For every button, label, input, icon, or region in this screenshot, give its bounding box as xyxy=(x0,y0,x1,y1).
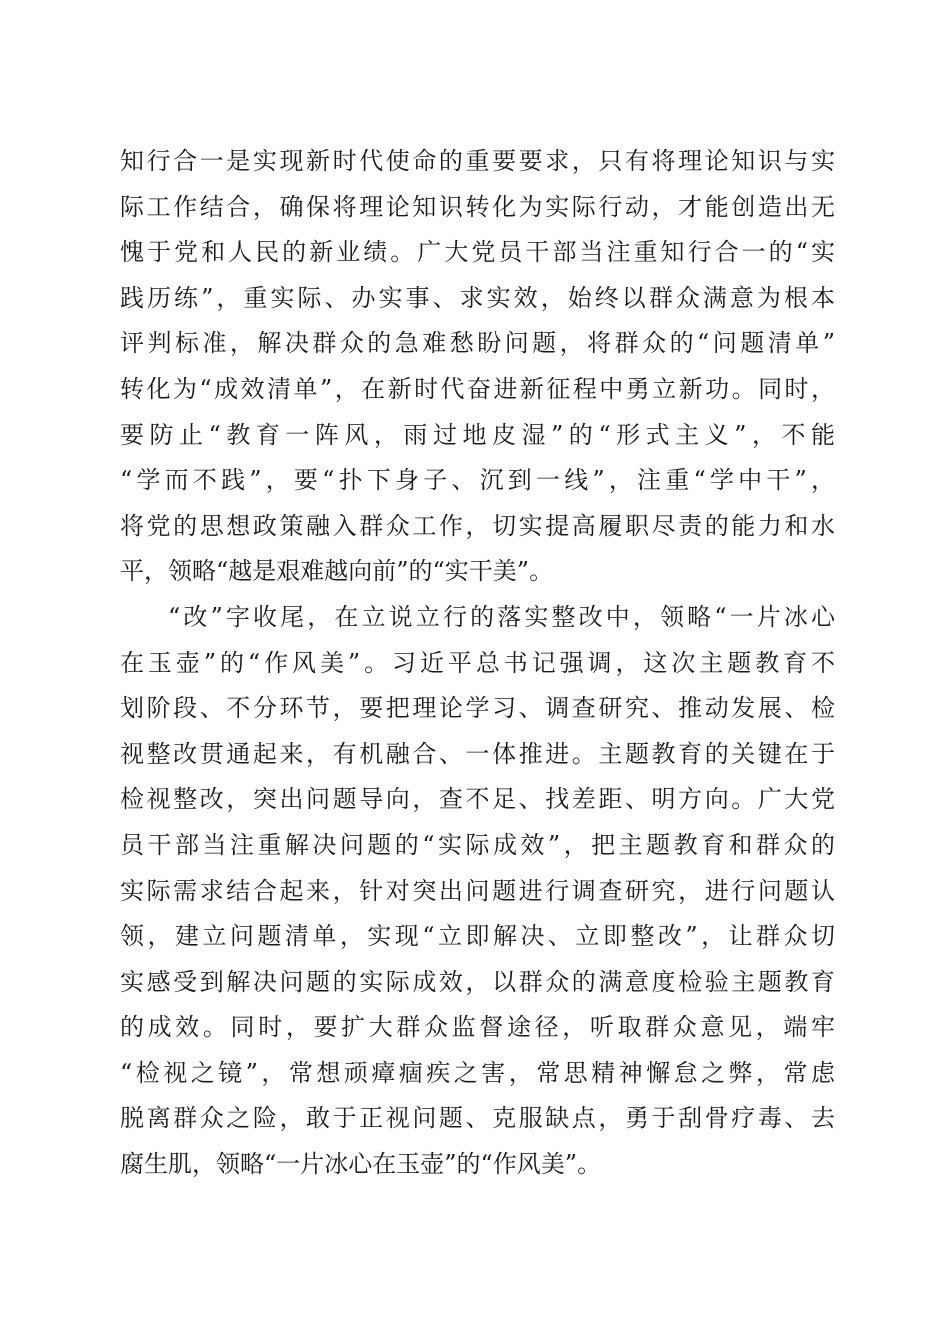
paragraph-line: 检视整改，突出问题导向，查不足、找差距、明方向。广大党 xyxy=(120,785,835,814)
paragraph-line: 腐生肌，领略“一片冰心在玉壶”的“作风美”。 xyxy=(120,1150,602,1179)
paragraph-line: 转化为“成效清单”，在新时代奋进新征程中勇立新功。同时， xyxy=(120,374,835,403)
paragraph-line: 评判标准，解决群众的急难愁盼问题，将群众的“问题清单” xyxy=(120,329,835,358)
paragraph-line: 员干部当注重解决问题的“实际成效”，把主题教育和群众的 xyxy=(120,830,835,859)
paragraph-2 xyxy=(120,595,835,1188)
paragraph-line: “改”字收尾，在立说立行的落实整改中，领略“一片冰心 xyxy=(168,602,835,631)
paragraph-line: 际工作结合，确保将理论知识转化为实际行动，才能创造出无 xyxy=(120,192,835,221)
paragraph-line: 实感受到解决问题的实际成效，以群众的满意度检验主题教育 xyxy=(120,967,835,996)
paragraph-line: 在玉壶”的“作风美”。习近平总书记强调，这次主题教育不 xyxy=(120,648,835,677)
paragraph-line: “检视之镜”，常想顽瘴痼疾之害，常思精神懈怠之弊，常虑 xyxy=(120,1058,835,1087)
paragraph-line: 愧于党和人民的新业绩。广大党员干部当注重知行合一的“实 xyxy=(120,238,835,267)
paragraph-line: 领，建立问题清单，实现“立即解决、立即整改”，让群众切 xyxy=(120,922,835,951)
paragraph-line: 要防止“教育一阵风，雨过地皮湿”的“形式主义”，不能 xyxy=(120,420,835,449)
paragraph-line: 脱离群众之险，敢于正视问题、克服缺点，勇于刮骨疗毒、去 xyxy=(120,1104,835,1133)
paragraph-line: 将党的思想政策融入群众工作，切实提高履职尽责的能力和水 xyxy=(120,511,835,540)
paragraph-line: 知行合一是实现新时代使命的重要要求，只有将理论知识与实 xyxy=(120,147,835,175)
paragraph-line: 实际需求结合起来，针对突出问题进行调查研究，进行问题认 xyxy=(120,876,835,905)
paragraph-line: 划阶段、不分环节，要把理论学习、调查研究、推动发展、检 xyxy=(120,694,835,723)
paragraph-1 xyxy=(120,139,835,595)
paragraph-line: 平，领略“越是艰难越向前”的“实干美”。 xyxy=(120,557,554,586)
paragraph-line: 践历练”，重实际、办实事、求实效，始终以群众满意为根本 xyxy=(120,283,835,312)
document-body xyxy=(120,139,835,1188)
paragraph-line: 视整改贯通起来，有机融合、一体推进。主题教育的关键在于 xyxy=(120,739,835,768)
paragraph-line: “学而不践”，要“扑下身子、沉到一线”，注重“学中干”， xyxy=(120,466,835,495)
paragraph-line: 的成效。同时，要扩大群众监督途径，听取群众意见，端牢 xyxy=(120,1013,835,1042)
